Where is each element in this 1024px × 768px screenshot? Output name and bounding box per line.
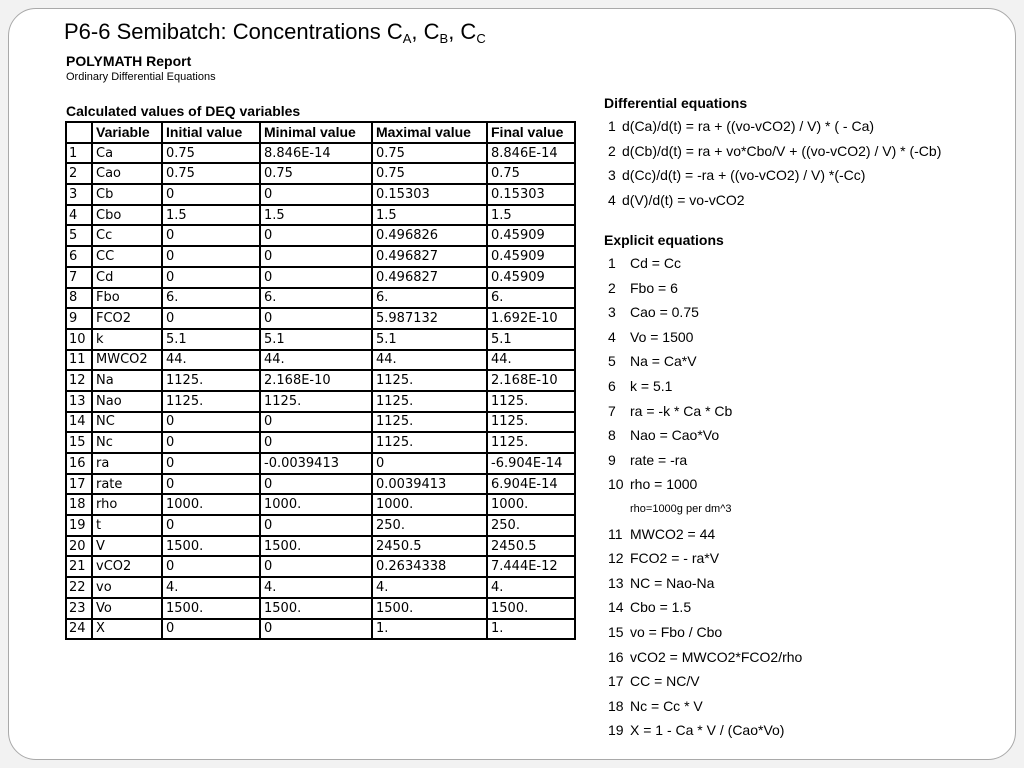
- table-cell: 1125.: [260, 391, 372, 412]
- table-cell: 0: [260, 432, 372, 453]
- table-row: [66, 598, 575, 619]
- row-index-cell: 18: [66, 494, 92, 515]
- equation-text: rho = 1000: [630, 476, 698, 493]
- table-cell: 6.: [487, 288, 575, 309]
- row-index-cell: 8: [66, 288, 92, 309]
- table-row: [66, 225, 575, 246]
- column-header: [66, 122, 92, 143]
- table-cell: 6.: [372, 288, 487, 309]
- table-row: [66, 267, 575, 288]
- table-cell: 0: [260, 474, 372, 495]
- table-cell: 8.846E-14: [487, 143, 575, 164]
- table-cell: 0: [162, 412, 260, 433]
- row-index-cell: 6: [66, 246, 92, 267]
- table-cell: 44.: [162, 350, 260, 371]
- table-cell: 1125.: [162, 370, 260, 391]
- table-cell: rho: [92, 494, 162, 515]
- table-cell: NC: [92, 412, 162, 433]
- equation-number: 3: [608, 304, 616, 321]
- table-cell: CC: [92, 246, 162, 267]
- equation-item: [608, 595, 802, 620]
- table-cell: 0: [162, 246, 260, 267]
- table-row: [66, 453, 575, 474]
- table-row: [66, 474, 575, 495]
- table-row: [66, 308, 575, 329]
- equation-text: FCO2 = - ra*V: [630, 550, 720, 567]
- table-cell: 2.168E-10: [487, 370, 575, 391]
- equation-text: Vo = 1500: [630, 328, 694, 345]
- equation-text: CC = NC/V: [630, 673, 700, 690]
- table-cell: 4.: [372, 577, 487, 598]
- table-cell: 1125.: [162, 391, 260, 412]
- equation-text: Na = Ca*V: [630, 353, 697, 370]
- table-cell: t: [92, 515, 162, 536]
- equation-text: d(Ca)/d(t) = ra + ((vo-vCO2) / V) * ( - Ca): [622, 118, 875, 134]
- table-cell: 2450.5: [372, 536, 487, 557]
- table-cell: 0.75: [487, 163, 575, 184]
- row-index-cell: 20: [66, 536, 92, 557]
- equation-text: Cd = Cc: [630, 255, 681, 271]
- table-cell: 1125.: [372, 391, 487, 412]
- table-cell: Vo: [92, 598, 162, 619]
- table-cell: 1500.: [162, 598, 260, 619]
- table-cell: 250.: [487, 515, 575, 536]
- equation-item: [608, 669, 802, 694]
- row-index-cell: 21: [66, 556, 92, 577]
- table-cell: 1500.: [260, 598, 372, 619]
- table-cell: 1000.: [260, 494, 372, 515]
- table-cell: vCO2: [92, 556, 162, 577]
- table-cell: 0.496827: [372, 267, 487, 288]
- table-cell: 0: [162, 308, 260, 329]
- equation-item: [608, 374, 802, 399]
- table-row: [66, 163, 575, 184]
- equation-text: rho=1000g per dm^3: [630, 502, 732, 515]
- equation-text: X = 1 - Ca * V / (Cao*Vo): [630, 722, 785, 739]
- column-header: Variable: [92, 122, 162, 143]
- equation-text: Fbo = 6: [630, 279, 678, 296]
- table-cell: 1000.: [487, 494, 575, 515]
- table-row: [66, 350, 575, 371]
- equation-item: [608, 251, 802, 276]
- table-cell: 0.75: [162, 163, 260, 184]
- equation-text: d(Cb)/d(t) = ra + vo*Cbo/V + ((vo-vCO2) / V) * (-Cb): [622, 142, 942, 159]
- equation-note: [608, 497, 802, 522]
- table-cell: Nao: [92, 391, 162, 412]
- equation-number: 1: [608, 255, 616, 271]
- table-cell: 0: [162, 225, 260, 246]
- table-row: [66, 556, 575, 577]
- table-cell: X: [92, 619, 162, 640]
- equation-number: 8: [608, 427, 616, 444]
- equation-text: rate = -ra: [630, 451, 688, 468]
- title-text-part: , C: [411, 19, 440, 44]
- equation-item: [608, 522, 802, 547]
- table-cell: 0.2634338: [372, 556, 487, 577]
- column-header: Initial value: [162, 122, 260, 143]
- table-cell: 1500.: [162, 536, 260, 557]
- title-text-part: P6-6 Semibatch: Concentrations C: [64, 19, 403, 44]
- column-header: Maximal value: [372, 122, 487, 143]
- equation-item: [608, 188, 941, 213]
- equation-number: 2: [608, 142, 616, 159]
- table-cell: 0.45909: [487, 267, 575, 288]
- row-index-cell: 16: [66, 453, 92, 474]
- equation-number: 15: [608, 623, 624, 640]
- table-cell: 0: [162, 432, 260, 453]
- row-index-cell: 2: [66, 163, 92, 184]
- row-index-cell: 17: [66, 474, 92, 495]
- table-cell: 0: [372, 453, 487, 474]
- equation-text: MWCO2 = 44: [630, 525, 716, 542]
- table-cell: 0: [162, 556, 260, 577]
- table-cell: 1500.: [260, 536, 372, 557]
- table-cell: 0: [162, 619, 260, 640]
- row-index-cell: 22: [66, 577, 92, 598]
- table-cell: 5.987132: [372, 308, 487, 329]
- table-cell: 5.1: [162, 329, 260, 350]
- equation-number: 19: [608, 722, 624, 739]
- table-cell: 2.168E-10: [260, 370, 372, 391]
- table-row: [66, 619, 575, 640]
- table-cell: Fbo: [92, 288, 162, 309]
- table-cell: 0: [162, 184, 260, 205]
- table-row: [66, 184, 575, 205]
- table-cell: 0: [260, 556, 372, 577]
- table-cell: Cd: [92, 267, 162, 288]
- table-cell: 0: [260, 267, 372, 288]
- differential-equations-list: [608, 114, 941, 212]
- equation-text: NC = Nao-Na: [630, 574, 715, 591]
- equation-number: 2: [608, 279, 616, 296]
- equation-text: vo = Fbo / Cbo: [630, 623, 723, 640]
- equation-number: 6: [608, 377, 616, 394]
- equation-number: 1: [608, 118, 616, 134]
- table-cell: Nc: [92, 432, 162, 453]
- table-cell: 0.75: [372, 163, 487, 184]
- table-cell: 0.45909: [487, 225, 575, 246]
- table-heading: Calculated values of DEQ variables: [66, 103, 301, 119]
- table-cell: 8.846E-14: [260, 143, 372, 164]
- row-index-cell: 10: [66, 329, 92, 350]
- row-index-cell: 23: [66, 598, 92, 619]
- equation-number: 17: [608, 673, 624, 690]
- table-cell: 44.: [260, 350, 372, 371]
- table-cell: Cb: [92, 184, 162, 205]
- table-row: [66, 412, 575, 433]
- equation-number: 9: [608, 451, 616, 468]
- table-cell: 0: [260, 308, 372, 329]
- table-cell: 0.15303: [487, 184, 575, 205]
- table-cell: 1.5: [372, 205, 487, 226]
- table-cell: 1500.: [372, 598, 487, 619]
- equation-text: k = 5.1: [630, 377, 673, 394]
- table-cell: Cbo: [92, 205, 162, 226]
- table-cell: 0.75: [260, 163, 372, 184]
- equation-number: 10: [608, 476, 624, 493]
- table-cell: 0: [162, 474, 260, 495]
- table-cell: Na: [92, 370, 162, 391]
- table-cell: 0: [260, 225, 372, 246]
- equation-item: [608, 694, 802, 719]
- equation-number: 13: [608, 574, 624, 591]
- table-row: [66, 288, 575, 309]
- equation-text: d(Cc)/d(t) = -ra + ((vo-vCO2) / V) *(-Cc): [622, 167, 866, 183]
- table-cell: 0.15303: [372, 184, 487, 205]
- table-cell: 0.75: [372, 143, 487, 164]
- table-cell: 1125.: [372, 370, 487, 391]
- table-row: [66, 370, 575, 391]
- table-row: [66, 391, 575, 412]
- column-header: Minimal value: [260, 122, 372, 143]
- equation-item: [608, 349, 802, 374]
- table-cell: 6.904E-14: [487, 474, 575, 495]
- table-cell: 44.: [372, 350, 487, 371]
- row-index-cell: 1: [66, 143, 92, 164]
- table-cell: 0.0039413: [372, 474, 487, 495]
- column-header: Final value: [487, 122, 575, 143]
- equation-number: 7: [608, 402, 616, 419]
- table-cell: 6.: [260, 288, 372, 309]
- differential-equations-heading: Differential equations: [604, 95, 748, 111]
- table-cell: 1.5: [487, 205, 575, 226]
- report-subtitle: Ordinary Differential Equations: [66, 71, 216, 83]
- equation-item: [608, 620, 802, 645]
- equation-item: [608, 571, 802, 596]
- table-row: [66, 143, 575, 164]
- table-cell: 0: [260, 412, 372, 433]
- table-cell: 1000.: [162, 494, 260, 515]
- table-row: [66, 329, 575, 350]
- table-cell: 0: [260, 515, 372, 536]
- equation-number: 4: [608, 191, 616, 208]
- table-row: [66, 577, 575, 598]
- table-cell: 1.5: [162, 205, 260, 226]
- table-cell: 0: [162, 515, 260, 536]
- table-cell: 250.: [372, 515, 487, 536]
- row-index-cell: 19: [66, 515, 92, 536]
- table-cell: 1125.: [372, 412, 487, 433]
- equation-item: [608, 300, 802, 325]
- table-cell: Cc: [92, 225, 162, 246]
- equation-text: d(V)/d(t) = vo-vCO2: [622, 191, 745, 208]
- deq-variables-table: [65, 121, 576, 640]
- table-cell: 1125.: [487, 412, 575, 433]
- equation-number: 11: [608, 525, 623, 542]
- table-cell: 6.: [162, 288, 260, 309]
- title-subscript: C: [476, 31, 486, 46]
- equation-number: 3: [608, 167, 616, 183]
- row-index-cell: 9: [66, 308, 92, 329]
- table-cell: 0.496826: [372, 225, 487, 246]
- equation-item: [608, 399, 802, 424]
- table-cell: 2450.5: [487, 536, 575, 557]
- equation-text: ra = -k * Ca * Cb: [630, 402, 733, 419]
- report-title: POLYMATH Report: [66, 53, 192, 69]
- table-body: [66, 143, 575, 640]
- row-index-cell: 11: [66, 350, 92, 371]
- table-row: [66, 205, 575, 226]
- equation-number: 18: [608, 697, 624, 714]
- equation-text: Nao = Cao*Vo: [630, 427, 720, 444]
- equation-number: 4: [608, 328, 616, 345]
- table-cell: 1.: [487, 619, 575, 640]
- row-index-cell: 12: [66, 370, 92, 391]
- table-cell: -6.904E-14: [487, 453, 575, 474]
- equation-text: vCO2 = MWCO2*FCO2/rho: [630, 648, 803, 665]
- table-cell: 4.: [162, 577, 260, 598]
- row-index-cell: 24: [66, 619, 92, 640]
- explicit-equations-list: [608, 251, 802, 743]
- row-index-cell: 15: [66, 432, 92, 453]
- equation-number: 12: [608, 550, 624, 567]
- row-index-cell: 14: [66, 412, 92, 433]
- table-cell: Cao: [92, 163, 162, 184]
- equation-item: [608, 472, 802, 497]
- table-cell: 0: [260, 246, 372, 267]
- table-cell: 7.444E-12: [487, 556, 575, 577]
- table-cell: FCO2: [92, 308, 162, 329]
- table-cell: 5.1: [372, 329, 487, 350]
- equation-text: Nc = Cc * V: [630, 697, 703, 714]
- table-row: [66, 494, 575, 515]
- slide-title: [64, 19, 486, 46]
- table-cell: 0: [162, 453, 260, 474]
- equation-text: Cao = 0.75: [630, 304, 699, 321]
- row-index-cell: 4: [66, 205, 92, 226]
- table-cell: k: [92, 329, 162, 350]
- equation-item: [608, 546, 802, 571]
- table-cell: 5.1: [260, 329, 372, 350]
- equation-item: [608, 163, 941, 188]
- title-text-part: , C: [448, 19, 477, 44]
- table-header-row: [66, 122, 575, 143]
- equation-item: [608, 325, 802, 350]
- equation-item: [608, 718, 802, 743]
- equation-item: [608, 423, 802, 448]
- table-cell: 1000.: [372, 494, 487, 515]
- equation-text: Cbo = 1.5: [630, 599, 692, 616]
- row-index-cell: 5: [66, 225, 92, 246]
- table-cell: 1.: [372, 619, 487, 640]
- table-cell: 0: [260, 619, 372, 640]
- table-cell: 0: [162, 267, 260, 288]
- equation-number: 16: [608, 648, 624, 665]
- table-cell: 1.692E-10: [487, 308, 575, 329]
- table-row: [66, 536, 575, 557]
- table-cell: 1125.: [487, 391, 575, 412]
- table-cell: Ca: [92, 143, 162, 164]
- table-cell: 0.75: [162, 143, 260, 164]
- table-cell: 1500.: [487, 598, 575, 619]
- equation-item: [608, 448, 802, 473]
- table-row: [66, 246, 575, 267]
- table-cell: 44.: [487, 350, 575, 371]
- equation-number: 5: [608, 353, 616, 370]
- equation-item: [608, 114, 941, 139]
- title-subscript: A: [402, 31, 412, 46]
- table-cell: -0.0039413: [260, 453, 372, 474]
- table-cell: V: [92, 536, 162, 557]
- table-cell: MWCO2: [92, 350, 162, 371]
- table-row: [66, 515, 575, 536]
- equation-item: [608, 139, 941, 164]
- explicit-equations-heading: Explicit equations: [604, 232, 724, 248]
- table-cell: 4.: [487, 577, 575, 598]
- table-cell: ra: [92, 453, 162, 474]
- equation-item: [608, 645, 802, 670]
- table-cell: 1.5: [260, 205, 372, 226]
- table-cell: 0: [260, 184, 372, 205]
- equation-number: 14: [608, 599, 624, 616]
- title-subscript: B: [439, 31, 449, 46]
- table-cell: 1125.: [487, 432, 575, 453]
- table-cell: 0.45909: [487, 246, 575, 267]
- table-cell: vo: [92, 577, 162, 598]
- table-row: [66, 432, 575, 453]
- table-cell: 4.: [260, 577, 372, 598]
- table-cell: 0.496827: [372, 246, 487, 267]
- table-cell: rate: [92, 474, 162, 495]
- row-index-cell: 7: [66, 267, 92, 288]
- equation-item: [608, 276, 802, 301]
- table-cell: 5.1: [487, 329, 575, 350]
- row-index-cell: 3: [66, 184, 92, 205]
- table-cell: 1125.: [372, 432, 487, 453]
- row-index-cell: 13: [66, 391, 92, 412]
